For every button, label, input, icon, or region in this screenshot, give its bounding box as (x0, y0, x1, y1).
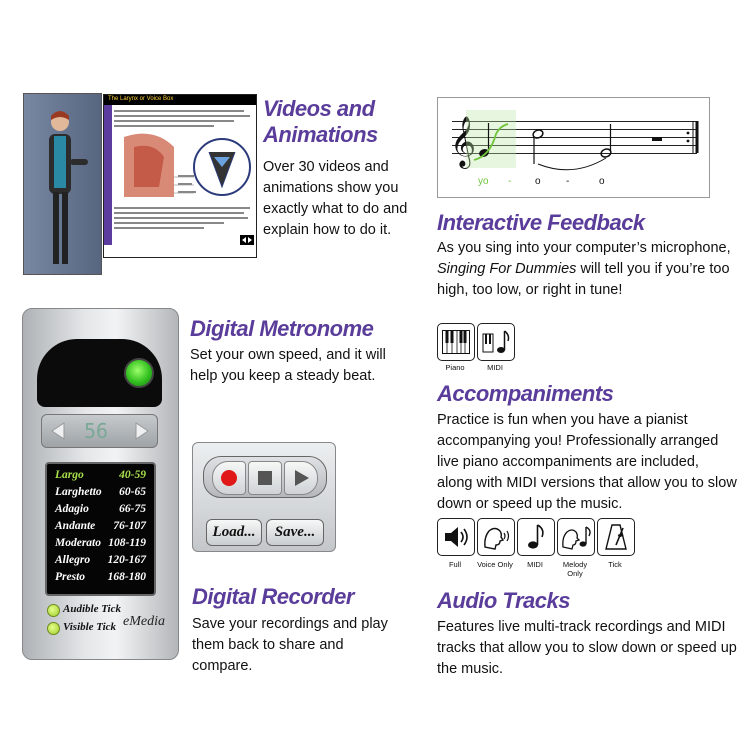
metronome-heading: Digital Metronome (190, 316, 374, 341)
midi-track-box[interactable] (517, 518, 555, 556)
accompaniments-heading: Accompaniments (437, 381, 614, 406)
syllable-yo: yo (478, 176, 489, 187)
recorder-description: Save your recordings and play them back to share and compare. (192, 616, 388, 674)
tempo-range: 120-167 (107, 554, 146, 566)
feedback-product-name: Singing For Dummies (437, 261, 577, 277)
tempo-name: Largo (55, 469, 84, 481)
load-button[interactable]: Load... (206, 519, 262, 546)
accompaniments-description: Practice is fun when you have a pianist accompanying you! Professionally arranged live piano accompaniments are included, along with MIDI versions that allow you to slow down or speed up the music. (437, 412, 737, 512)
feedback-text-1: As you sing into your computer’s microphone, (437, 240, 731, 256)
syllable-o: o (599, 176, 605, 187)
recorder-transport (203, 456, 327, 498)
metronome-tempo-stepper (41, 414, 158, 448)
tempo-range: 60-65 (119, 486, 146, 498)
slide-header-text: The Larynx or Voice Box (108, 96, 174, 102)
emedia-logo-text: eMedia (123, 614, 165, 629)
voice-icon (481, 523, 511, 551)
tempo-down-icon[interactable] (48, 421, 68, 441)
syllable-row (478, 176, 678, 190)
record-icon (221, 470, 237, 486)
tempo-display: 56 (84, 419, 109, 443)
voice-only-caption: Voice Only (477, 560, 513, 569)
metronome-description: Set your own speed, and it will help you keep a steady beat. (190, 347, 386, 384)
piano-icon-box[interactable] (437, 323, 475, 361)
tempo-up-icon[interactable] (132, 421, 152, 441)
tempo-row-larghetto[interactable] (55, 486, 146, 503)
melody-track-box[interactable] (557, 518, 595, 556)
instructor-video[interactable] (23, 93, 102, 275)
videos-description: Over 30 videos and animations show you exactly what to do and explain how to do it. (263, 159, 408, 238)
audible-tick-label: Audible Tick (63, 603, 121, 615)
pitch-feedback-staff (437, 97, 710, 198)
instructor-figure (24, 94, 101, 274)
tempo-name: Larghetto (55, 486, 102, 498)
syllable-o: o (535, 176, 541, 187)
tempo-range: 168-180 (107, 571, 146, 583)
tempo-row-adagio[interactable] (55, 503, 146, 520)
metronome-panel (22, 308, 179, 660)
tick-caption: Tick (608, 560, 622, 569)
full-caption: Full (448, 560, 462, 569)
animation-slide[interactable] (103, 94, 257, 258)
speaker-icon (442, 524, 470, 550)
emedia-logo (123, 614, 165, 630)
tempo-row-presto[interactable] (55, 571, 146, 588)
full-track-box[interactable] (437, 518, 475, 556)
visible-tick-toggle[interactable] (47, 622, 60, 635)
play-button[interactable] (284, 461, 318, 495)
tempo-range: 66-75 (119, 503, 146, 515)
tempo-range: 40-59 (119, 469, 146, 481)
midi-icon-box[interactable] (477, 323, 515, 361)
note-icon (523, 523, 549, 551)
larynx-diagram (114, 107, 254, 245)
visible-tick-label: Visible Tick (63, 621, 117, 633)
tempo-row-moderato[interactable] (55, 537, 146, 554)
slide-side-bar (104, 105, 112, 245)
tempo-range: 108-119 (108, 537, 146, 549)
piano-caption: Piano (445, 363, 465, 372)
tempo-name: Moderato (55, 537, 101, 549)
videos-heading (263, 96, 423, 148)
tempo-name: Presto (55, 571, 86, 583)
feedback-heading: Interactive Feedback (437, 210, 645, 235)
audible-tick-toggle[interactable] (47, 604, 60, 617)
tempo-name: Andante (55, 520, 96, 532)
record-button[interactable] (212, 461, 246, 495)
play-icon (294, 470, 310, 486)
piano-icon (442, 330, 470, 354)
tempo-row-largo[interactable] (55, 469, 146, 486)
videos-title-line2: Animations (263, 122, 378, 147)
slide-header (104, 95, 256, 105)
tick-track-box[interactable] (597, 518, 635, 556)
tempo-name: Allegro (55, 554, 91, 566)
midi-caption: MIDI (487, 363, 503, 372)
stop-button[interactable] (248, 461, 282, 495)
tempo-name: Adagio (55, 503, 89, 515)
melody-only-caption: Melody Only (562, 560, 588, 578)
metronome-beat-light (124, 358, 154, 388)
videos-title-line1: Videos and (263, 96, 375, 121)
voice-track-box[interactable] (477, 518, 515, 556)
stop-icon (258, 471, 272, 485)
tempo-row-allegro[interactable] (55, 554, 146, 571)
recorder-panel (192, 442, 336, 552)
recorder-heading: Digital Recorder (192, 584, 354, 609)
audio-tracks-heading: Audio Tracks (437, 588, 570, 613)
feedback-text-2: will tell you if you’re too high, too low, or right in tune! (437, 261, 730, 298)
feedback-description (437, 238, 737, 301)
midi-icon (481, 328, 511, 356)
save-button[interactable]: Save... (266, 519, 324, 546)
tempo-range: 76-107 (113, 520, 146, 532)
melody-icon (560, 523, 592, 551)
metronome-icon (603, 523, 629, 551)
treble-clef-icon: 𝄞 (450, 116, 477, 167)
tempo-list (45, 462, 156, 596)
syllable-dash: - (508, 176, 512, 187)
syllable-dash: - (566, 176, 570, 187)
audio-tracks-description: Features live multi-track recordings and MIDI tracks that allow you to slow down or speed up the music. (437, 619, 737, 677)
tempo-row-andante[interactable] (55, 520, 146, 537)
midi-track-caption: MIDI (527, 560, 543, 569)
